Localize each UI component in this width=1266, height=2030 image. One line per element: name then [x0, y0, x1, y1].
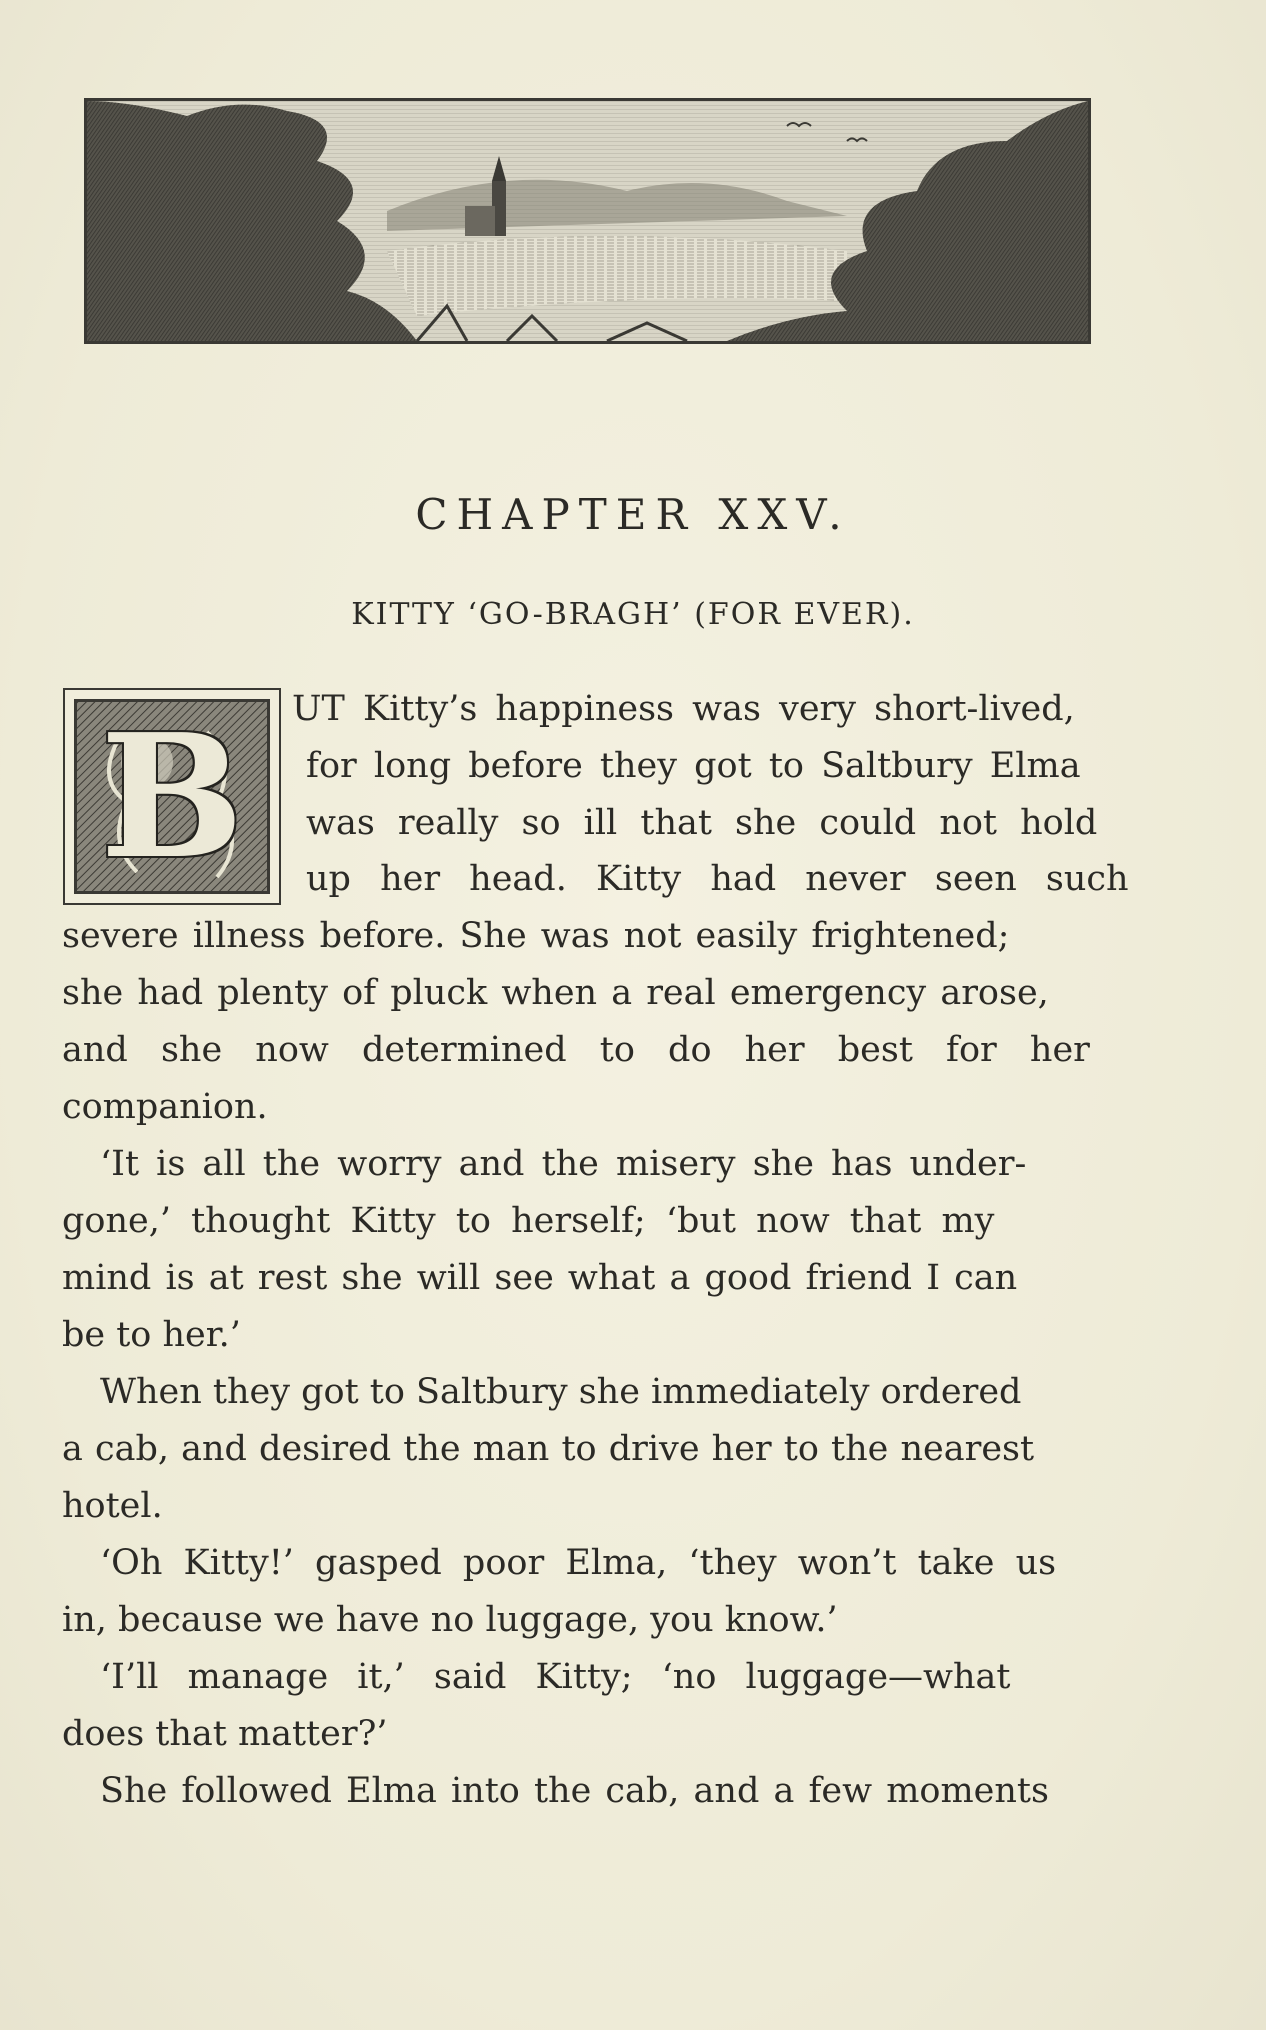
text-line-content: UT Kitty’s happiness was very short-lived,	[292, 689, 1075, 729]
text-line-content: hotel.	[62, 1486, 163, 1526]
text-line	[62, 1714, 388, 1754]
text-line	[292, 689, 1110, 729]
text-line	[62, 1201, 995, 1241]
chapter-title: CHAPTER XXV.	[415, 490, 851, 539]
text-line-content: She followed Elma into the cab, and a few moments	[100, 1771, 1049, 1811]
text-line	[62, 1600, 838, 1640]
text-line	[100, 1771, 1049, 1811]
text-line-content: be to her.’	[62, 1315, 241, 1355]
text-line	[100, 1657, 1011, 1697]
text-line	[100, 1372, 1022, 1412]
text-line	[306, 746, 1110, 786]
landscape-engraving-icon	[87, 101, 1088, 341]
text-line-content: ‘It is all the worry and the misery she has under-	[100, 1144, 1027, 1184]
text-line-content: ‘Oh Kitty!’ gasped poor Elma, ‘they won’t take us	[100, 1543, 1057, 1583]
text-line	[62, 1486, 163, 1526]
text-line-content: and she now determined to do her best for her	[62, 1030, 1090, 1070]
chapter-subtitle: KITTY ‘GO-BRAGH’ (FOR EVER).	[351, 597, 915, 632]
drop-cap	[63, 688, 281, 905]
text-line-content: up her head. Kitty had never seen such	[306, 859, 1129, 899]
text-line-content: mind is at rest she will see what a good friend I can	[62, 1258, 1018, 1298]
text-line	[62, 1087, 268, 1127]
text-line-content: When they got to Saltbury she immediately ordered	[100, 1372, 1022, 1412]
drop-cap-letter: B	[100, 699, 244, 894]
text-line-content: severe illness before. She was not easily frightened;	[62, 916, 1010, 956]
text-line-content: was really so ill that she could not hold	[306, 803, 1098, 843]
text-line	[62, 916, 1010, 956]
text-line-content: does that matter?’	[62, 1714, 388, 1754]
text-line	[62, 1258, 1018, 1298]
headpiece-illustration	[84, 98, 1091, 344]
text-line	[62, 1315, 241, 1355]
text-line	[62, 1030, 1090, 1070]
text-line-content: companion.	[62, 1087, 268, 1127]
text-line-content: ‘I’ll manage it,’ said Kitty; ‘no luggage—what	[100, 1657, 1011, 1697]
text-line	[306, 859, 1129, 899]
ornamental-initial-icon	[74, 699, 270, 894]
text-line	[306, 803, 1110, 843]
text-line	[62, 1429, 1035, 1469]
text-line	[100, 1543, 1057, 1583]
text-line	[100, 1144, 1027, 1184]
text-line-content: in, because we have no luggage, you know.’	[62, 1600, 838, 1640]
text-line-content: for long before they got to Saltbury Elma	[306, 746, 1081, 786]
text-line-content: a cab, and desired the man to drive her to the nearest	[62, 1429, 1035, 1469]
text-line-content: she had plenty of pluck when a real emergency arose,	[62, 973, 1049, 1013]
text-line-content: gone,’ thought Kitty to herself; ‘but now that my	[62, 1201, 995, 1241]
text-line	[62, 973, 1049, 1013]
